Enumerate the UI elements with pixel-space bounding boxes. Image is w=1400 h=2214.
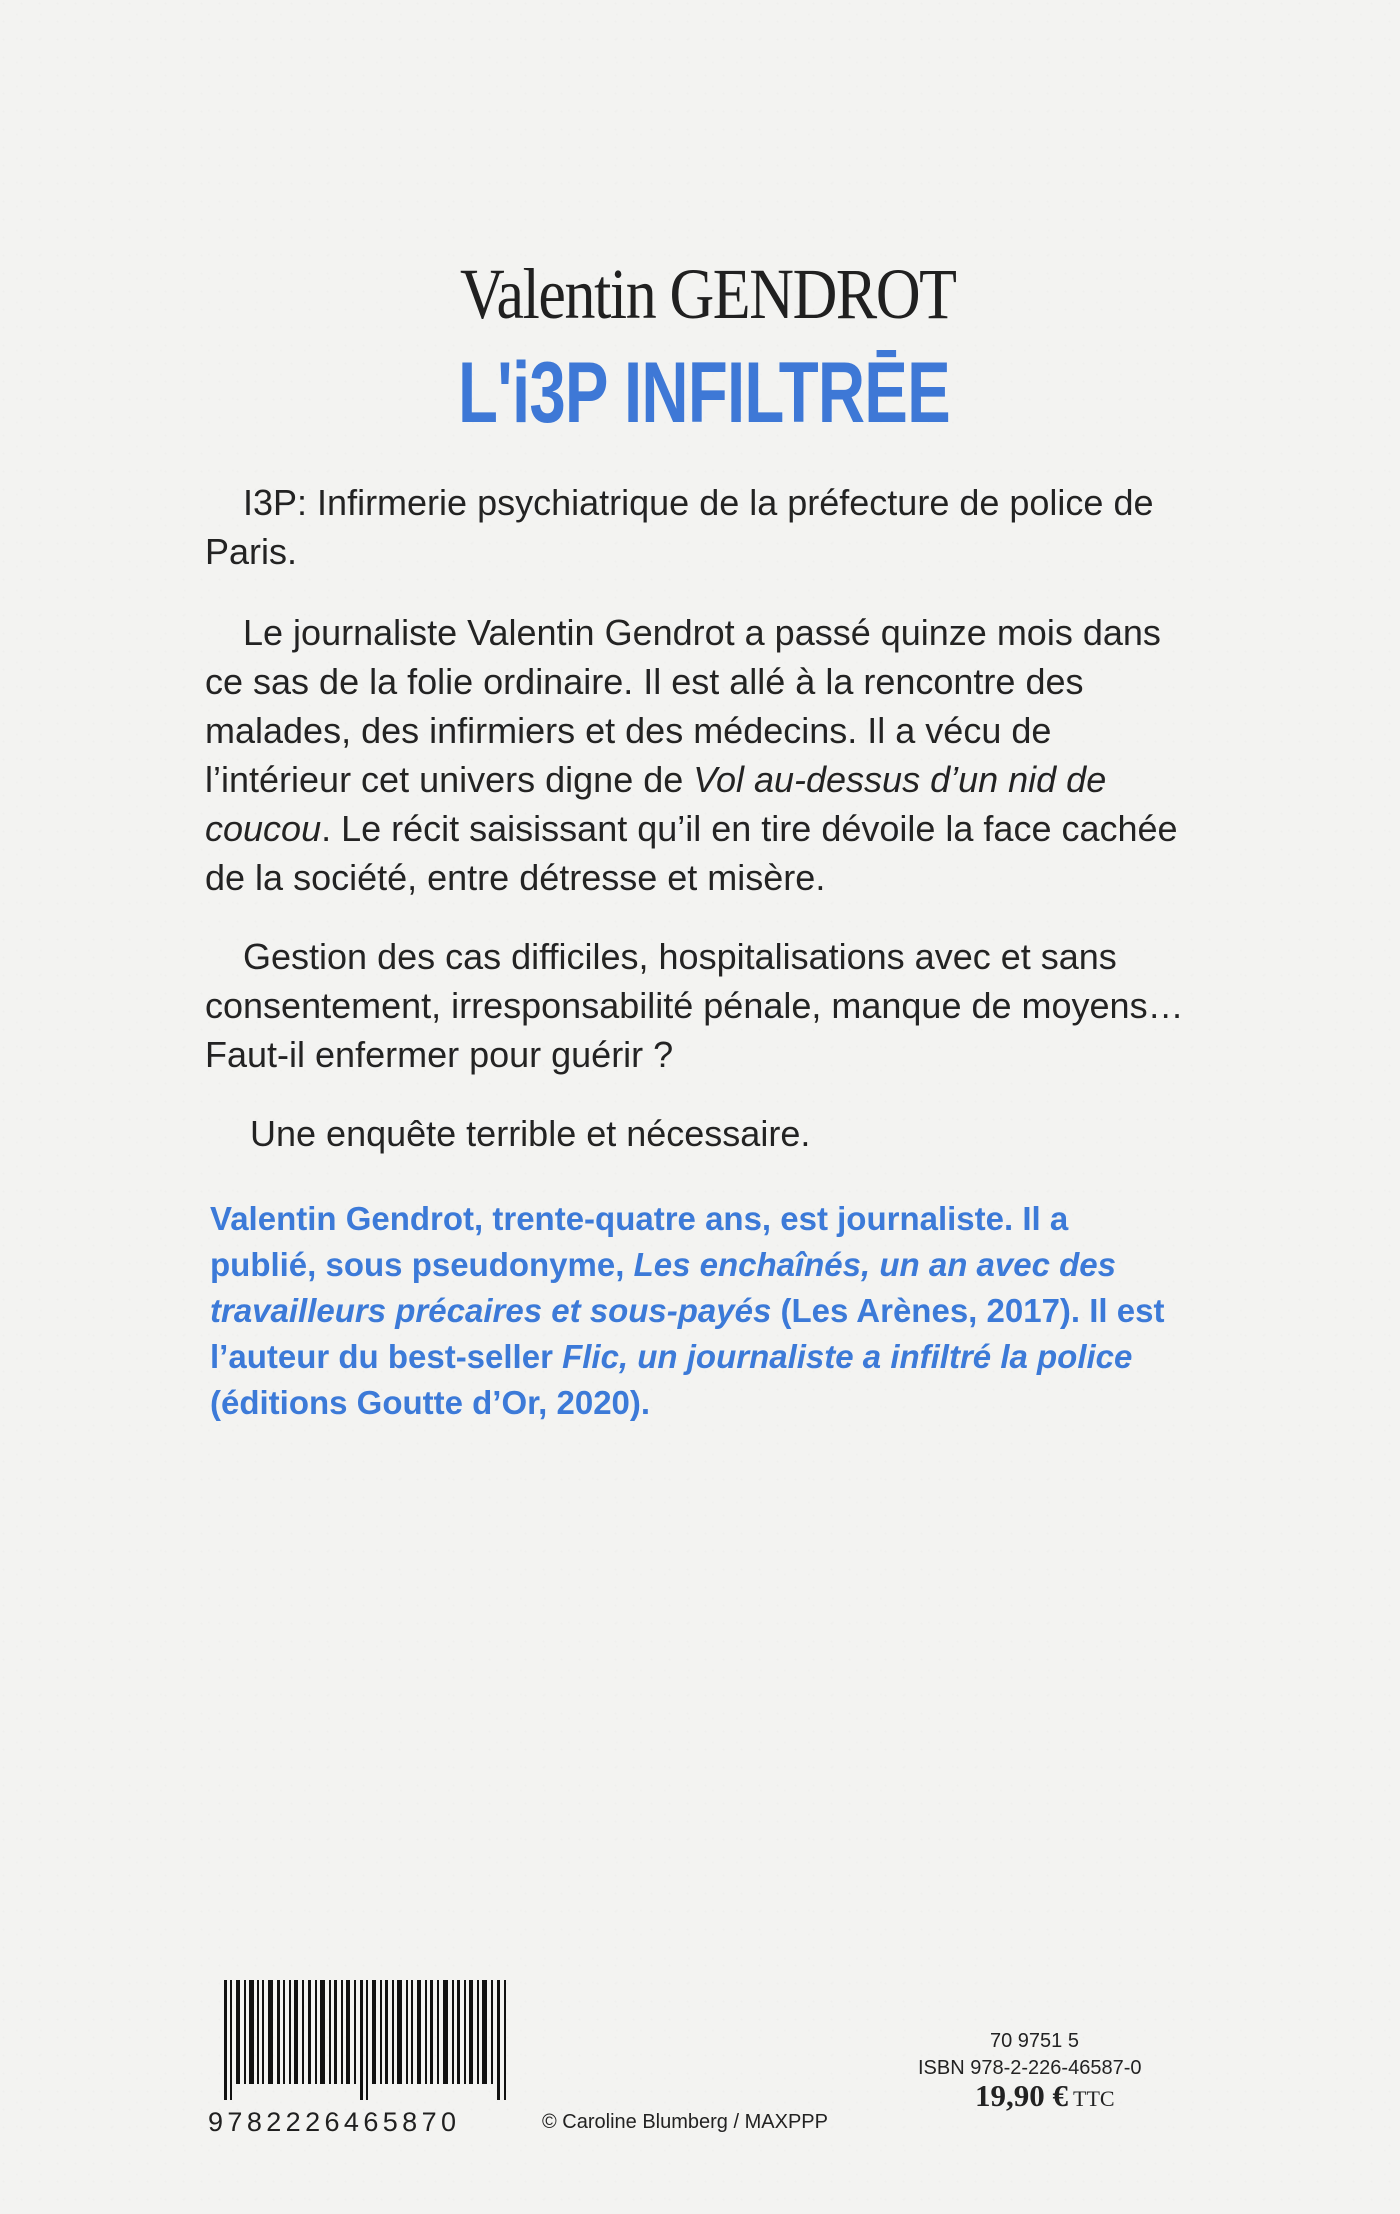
author-biography-text <box>210 1196 1168 1426</box>
summary-tagline: Une enquête terrible et nécessaire. <box>250 1113 811 1154</box>
product-code: 70 9751 5 <box>990 2030 1079 2052</box>
barcode-number: 9782226465870 <box>208 2107 461 2137</box>
barcode-block <box>206 1980 520 2150</box>
summary-paragraph-investigation <box>205 608 1185 902</box>
publication-metadata <box>918 2028 1168 2117</box>
author-biography <box>210 1196 1168 1426</box>
summary-paragraph-investigation-text-1: Le journaliste Valentin Gendrot a passé quinze mois dans ce sas de la folie ordinaire. Il est allé à la rencontre des malades, des infirmiers et des médecins. Il a vécu de l’intérieur cet univers digne de <box>205 612 1161 800</box>
isbn: ISBN 978-2-226-46587-0 <box>918 2057 1142 2079</box>
summary-paragraph-definition: I3P: Infirmerie psychiatrique de la préfecture de police de Paris. <box>205 482 1154 572</box>
summary-paragraph-issues: Gestion des cas difficiles, hospitalisations avec et sans consentement, irresponsabilité pénale, manque de moyens… Faut-il enfermer pour guérir ? <box>205 936 1184 1075</box>
book-title: L'i3P INFILTRĒE <box>458 345 950 441</box>
price-line <box>975 2078 1168 2117</box>
bio-text-2: (Les Arènes, 2017). Il est l’auteur du best-seller <box>210 1292 1165 1375</box>
summary-paragraph-investigation-text-2: . Le récit saisissant qu’il en tire dévoile la face cachée de la société, entre détresse et misère. <box>205 808 1178 898</box>
bio-book-title-1: Les enchaînés, un an avec des travailleurs précaires et sous-payés <box>210 1246 1116 1329</box>
author-name: Valentin GENDROT <box>460 254 956 334</box>
book-summary <box>205 478 1185 1158</box>
movie-title-reference: Vol au-dessus d’un nid de coucou <box>205 759 1107 849</box>
bio-text-1: Valentin Gendrot, trente-quatre ans, est journaliste. Il a publié, sous pseudonyme, <box>210 1200 1069 1283</box>
bio-book-title-2: Flic, un journaliste a infiltré la police <box>562 1338 1133 1375</box>
price-suffix: TTC <box>1073 2086 1115 2111</box>
bio-text-3: (éditions Goutte d’Or, 2020). <box>210 1384 651 1421</box>
photo-credit: © Caroline Blumberg / MAXPPP <box>542 2111 828 2133</box>
price: 19,90 € <box>975 2078 1068 2113</box>
barcode-image <box>224 1980 511 2100</box>
